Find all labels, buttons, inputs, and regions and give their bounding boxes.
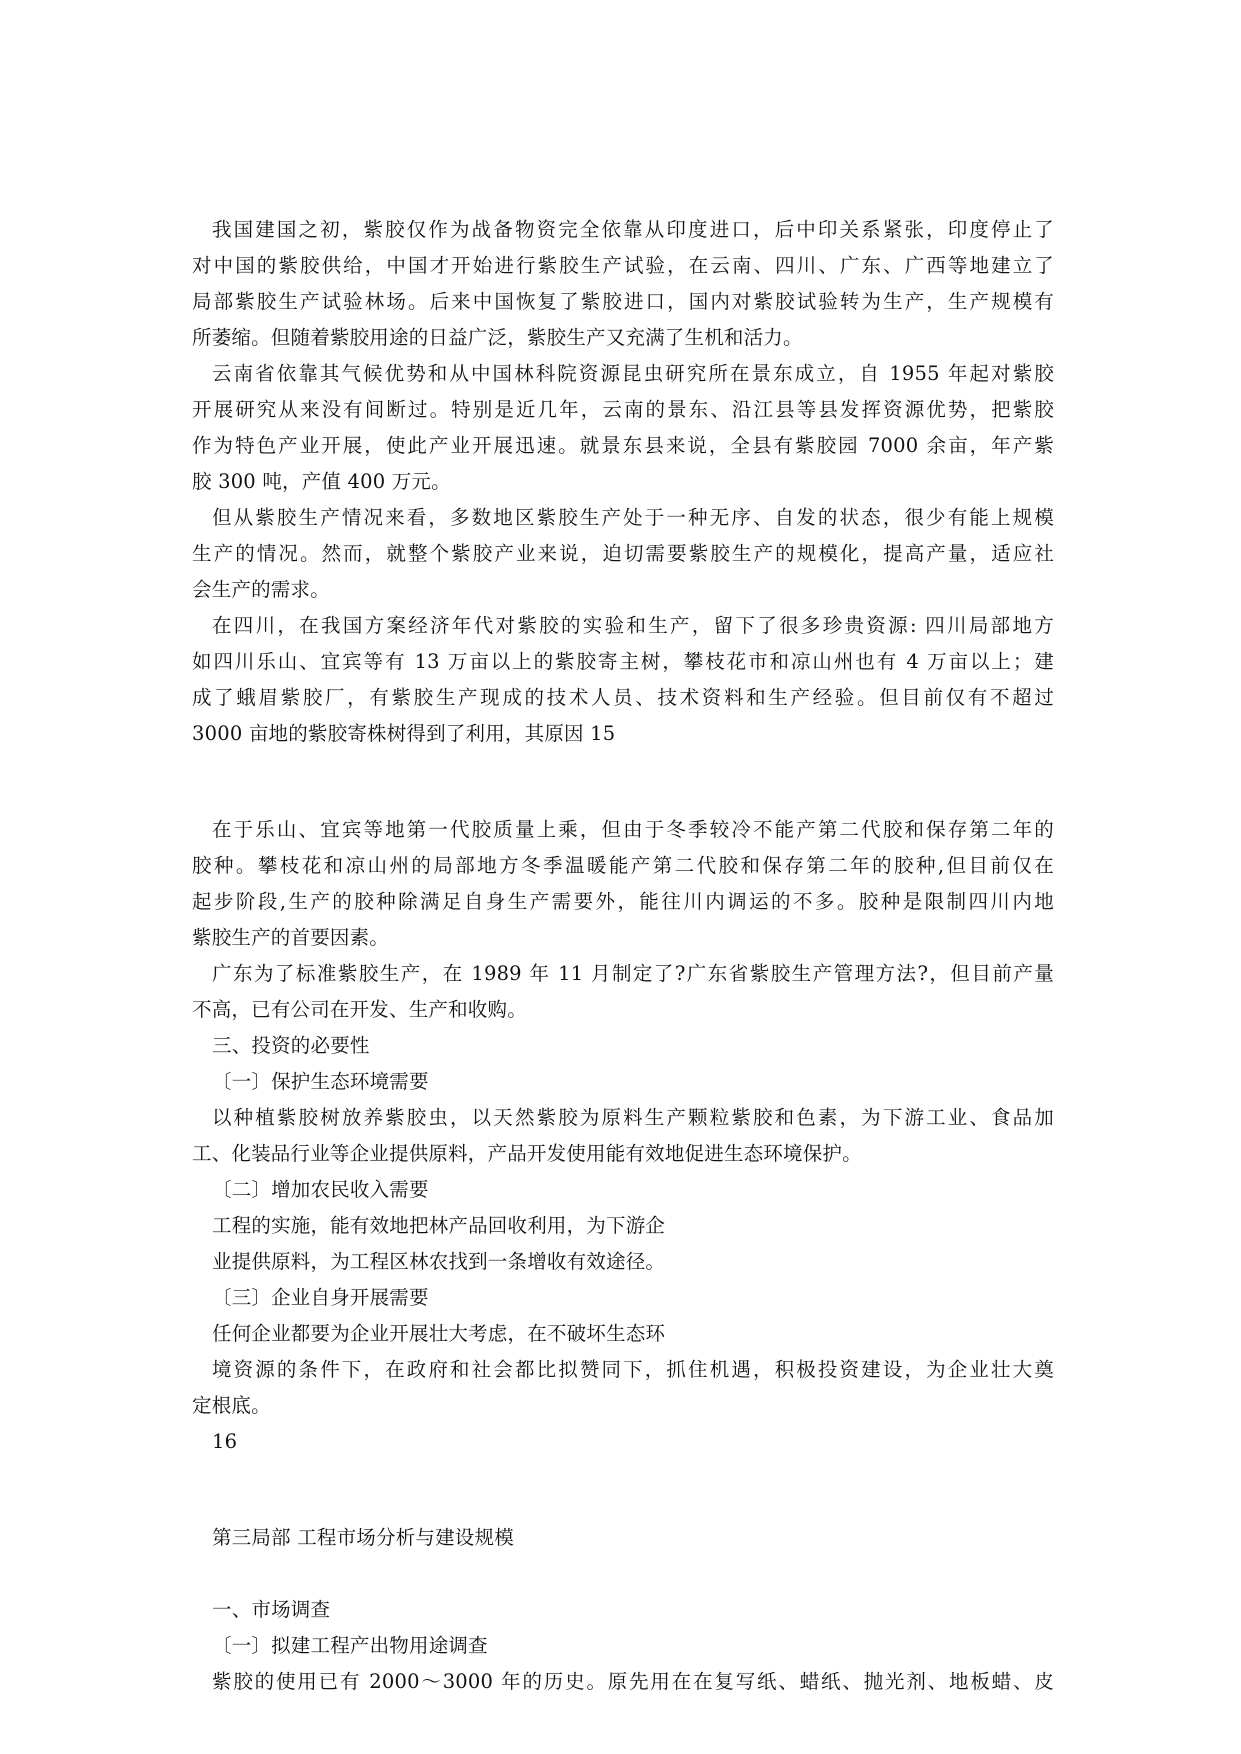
- paragraph-line: 胶种。攀枝花和凉山州的局部地方冬季温暖能产第二代胶和保存第二年的胶种,但目前仅在: [192, 854, 1054, 877]
- paragraph-line: 成了蛾眉紫胶厂，有紫胶生产现成的技术人员、技术资料和生产经验。但目前仅有不超过: [192, 686, 1054, 709]
- paragraph-line: 紫胶的使用已有 2000～3000 年的历史。原先用在在复写纸、蜡纸、抛光剂、地板蜡、皮: [212, 1670, 1054, 1693]
- paragraph-line: 境资源的条件下，在政府和社会都比拟赞同下，抓住机遇，积极投资建设，为企业壮大奠: [212, 1358, 1054, 1381]
- paragraph-line: 胶 300 吨，产值 400 万元。: [192, 470, 451, 493]
- paragraph-line: 作为特色产业开展，使此产业开展迅速。就景东县来说，全县有紫胶园 7000 余亩，年产紫: [192, 434, 1054, 457]
- paragraph-line: 起步阶段,生产的胶种除满足自身生产需要外，能往川内调运的不多。胶种是限制四川内地: [192, 890, 1054, 913]
- paragraph-line: 云南省依靠其气候优势和从中国林科院资源昆虫研究所在景东成立，自 1955 年起对紫胶: [212, 362, 1054, 385]
- part-heading: 第三局部 工程市场分析与建设规模: [212, 1526, 514, 1549]
- paragraph-line: 不高，已有公司在开发、生产和收购。: [192, 998, 527, 1021]
- paragraph-line: 但从紫胶生产情况来看，多数地区紫胶生产处于一种无序、自发的状态，很少有能上规模: [212, 506, 1054, 529]
- paragraph-line: 对中国的紫胶供给，中国才开始进行紫胶生产试验，在云南、四川、广东、广西等地建立了: [192, 254, 1054, 277]
- paragraph-line: 如四川乐山、宜宾等有 13 万亩以上的紫胶寄主树，攀枝花市和凉山州也有 4 万亩以上；建: [192, 650, 1054, 673]
- section-heading: 一、市场调查: [212, 1598, 331, 1621]
- paragraph-line: 会生产的需求。: [192, 578, 330, 601]
- paragraph-line: 广东为了标准紫胶生产，在 1989 年 11 月制定了?广东省紫胶生产管理方法?，但目前产量: [212, 962, 1054, 985]
- paragraph-line: 我国建国之初，紫胶仅作为战备物资完全依靠从印度进口，后中印关系紧张，印度停止了: [212, 218, 1054, 241]
- paragraph-line: 业提供原料，为工程区林农找到一条增收有效途径。: [212, 1250, 666, 1273]
- paragraph-line: 定根底。: [192, 1394, 271, 1417]
- paragraph-line: 工程的实施，能有效地把林产品回收利用，为下游企: [212, 1214, 666, 1237]
- paragraph-line: 任何企业都要为企业开展壮大考虑，在不破坏生态环: [212, 1322, 666, 1345]
- section-heading: 三、投资的必要性: [212, 1034, 370, 1057]
- paragraph-line-with-page-number: 3000 亩地的紫胶寄株树得到了利用，其原因 15: [192, 722, 616, 745]
- subsection-heading: 〔一〕保护生态环境需要: [212, 1070, 429, 1093]
- page-number: 16: [212, 1430, 238, 1453]
- paragraph-line: 局部紫胶生产试验林场。后来中国恢复了紫胶进口，国内对紫胶试验转为生产，生产规模有: [192, 290, 1054, 313]
- paragraph-line: 生产的情况。然而，就整个紫胶产业来说，迫切需要紫胶生产的规模化，提高产量，适应社: [192, 542, 1054, 565]
- subsection-heading: 〔三〕企业自身开展需要: [212, 1286, 429, 1309]
- paragraph-line: 工、化装品行业等企业提供原料，产品开发使用能有效地促进生态环境保护。: [192, 1142, 862, 1165]
- paragraph-line: 所萎缩。但随着紫胶用途的日益广泛，紫胶生产又充满了生机和活力。: [192, 326, 803, 349]
- paragraph-line: 开展研究从来没有间断过。特别是近几年，云南的景东、沿江县等县发挥资源优势，把紫胶: [192, 398, 1054, 421]
- paragraph-line: 紫胶生产的首要因素。: [192, 926, 390, 949]
- subsection-heading: 〔二〕增加农民收入需要: [212, 1178, 429, 1201]
- subsection-heading: 〔一〕拟建工程产出物用途调查: [212, 1634, 488, 1657]
- paragraph-line: 以种植紫胶树放养紫胶虫，以天然紫胶为原料生产颗粒紫胶和色素，为下游工业、食品加: [212, 1106, 1054, 1129]
- paragraph-line: 在于乐山、宜宾等地第一代胶质量上乘，但由于冬季较冷不能产第二代胶和保存第二年的: [212, 818, 1054, 841]
- paragraph-line: 在四川，在我国方案经济年代对紫胶的实验和生产，留下了很多珍贵资源: 四川局部地方: [212, 614, 1054, 637]
